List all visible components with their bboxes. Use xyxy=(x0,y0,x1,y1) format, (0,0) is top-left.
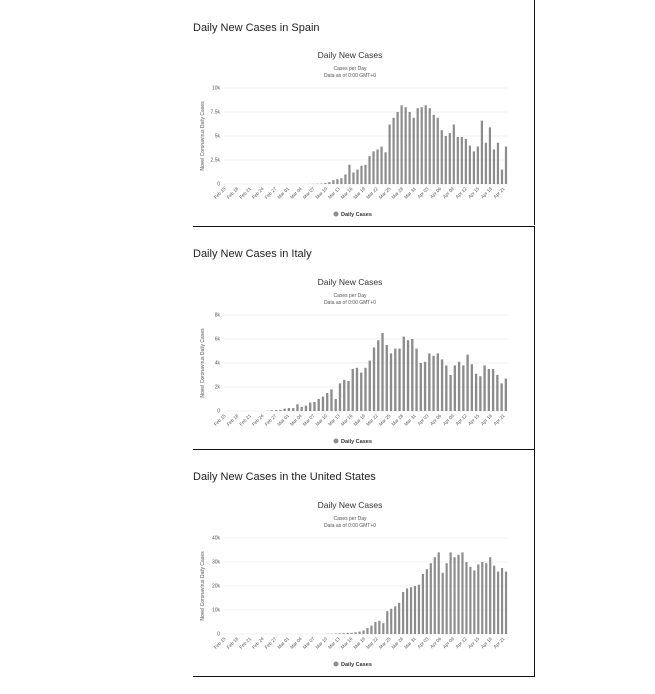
bar xyxy=(453,557,455,634)
bar xyxy=(501,568,503,634)
bar xyxy=(324,183,326,184)
y-tick-label: 4k xyxy=(214,360,220,367)
bar xyxy=(415,349,417,411)
bar xyxy=(343,380,345,411)
legend-label: Daily Cases xyxy=(341,439,372,445)
bar xyxy=(339,383,341,411)
bar xyxy=(388,124,390,184)
x-tick-label: Apr 03 xyxy=(416,413,430,427)
y-tick-label: 10k xyxy=(211,607,220,614)
y-tick-label: 20k xyxy=(211,583,220,590)
x-tick-label: Apr 12 xyxy=(454,636,468,650)
bar xyxy=(481,562,483,634)
x-tick-label: Apr 18 xyxy=(479,186,494,200)
y-tick-label: 7.5k xyxy=(210,109,220,116)
chart-title: Daily New Cases xyxy=(317,50,383,60)
bar xyxy=(405,107,407,184)
bar xyxy=(497,572,499,634)
bar xyxy=(381,333,383,411)
chart-subtitle: Data as of 0:00 GMT+0 xyxy=(323,300,377,306)
bar xyxy=(397,112,399,184)
x-tick-label: Feb 15 xyxy=(213,636,227,650)
x-tick-label: Mar 28 xyxy=(390,413,405,427)
bar xyxy=(360,166,362,184)
y-axis-label: Novel Coronavirus Daily Cases xyxy=(200,551,206,621)
x-tick-label: Apr 03 xyxy=(416,186,430,200)
chart-panel-italy xyxy=(193,226,535,449)
bar xyxy=(422,574,424,634)
x-tick-label: Mar 22 xyxy=(365,636,379,650)
bar xyxy=(461,137,463,184)
bar xyxy=(402,592,404,634)
bar xyxy=(473,570,475,634)
bar xyxy=(432,356,434,411)
bar xyxy=(332,180,334,184)
bar xyxy=(406,588,408,634)
chart-panel-united-states xyxy=(193,449,535,677)
bar xyxy=(450,552,452,634)
bar xyxy=(413,118,415,184)
bar xyxy=(392,118,394,184)
bar xyxy=(434,557,436,634)
legend-marker xyxy=(334,212,339,217)
chart-united-states xyxy=(193,492,534,672)
x-tick-label: Mar 16 xyxy=(339,636,354,650)
x-tick-label: Mar 25 xyxy=(377,636,392,650)
bar xyxy=(505,379,507,411)
bar xyxy=(457,555,459,634)
bar xyxy=(489,557,491,634)
bar xyxy=(497,143,499,184)
bar xyxy=(424,362,426,411)
bar xyxy=(384,152,386,184)
x-tick-label: Mar 16 xyxy=(339,186,354,200)
chart-title: Daily New Cases xyxy=(317,277,383,287)
bar xyxy=(343,633,345,634)
bar xyxy=(275,410,277,411)
x-tick-label: Apr 21 xyxy=(492,413,506,427)
x-tick-label: Apr 18 xyxy=(479,413,494,427)
bar xyxy=(335,399,337,411)
bar xyxy=(401,105,403,184)
bar xyxy=(445,136,447,184)
x-tick-label: Mar 07 xyxy=(301,186,316,200)
x-tick-label: Apr 15 xyxy=(467,413,481,427)
bar xyxy=(288,408,290,411)
bar xyxy=(417,108,419,184)
bar xyxy=(430,563,432,634)
bar xyxy=(313,402,315,411)
bar xyxy=(292,408,294,411)
x-tick-label: Apr 21 xyxy=(492,186,506,200)
y-tick-label: 0 xyxy=(217,181,220,188)
x-tick-label: Mar 25 xyxy=(377,413,392,427)
x-tick-label: Mar 07 xyxy=(301,636,316,650)
bar xyxy=(364,165,366,184)
x-tick-label: Mar 04 xyxy=(289,413,303,427)
bar xyxy=(366,628,368,634)
bar xyxy=(336,179,338,184)
x-tick-label: Mar 31 xyxy=(403,636,417,650)
bar xyxy=(433,115,435,184)
bar xyxy=(394,349,396,411)
bar xyxy=(409,112,411,184)
x-tick-label: Mar 01 xyxy=(276,636,291,650)
bar xyxy=(473,151,475,184)
x-tick-label: Mar 01 xyxy=(276,413,291,427)
chart-subtitle: Cases per Day xyxy=(333,516,367,522)
x-tick-label: Mar 16 xyxy=(339,413,354,427)
bar xyxy=(326,393,328,411)
x-tick-label: Mar 07 xyxy=(301,413,316,427)
bar xyxy=(469,567,471,634)
bar xyxy=(364,368,366,411)
bar xyxy=(398,349,400,411)
bar xyxy=(442,573,444,634)
bar xyxy=(488,369,490,411)
bar xyxy=(301,407,303,411)
bar xyxy=(318,399,320,411)
bar xyxy=(505,147,507,184)
x-tick-label: Mar 13 xyxy=(327,413,341,427)
bar xyxy=(347,633,349,634)
bar xyxy=(429,108,431,184)
bar xyxy=(453,124,455,184)
x-tick-label: Feb 27 xyxy=(263,186,278,200)
chart-subtitle: Data as of 0:00 GMT+0 xyxy=(323,523,377,529)
x-tick-label: Feb 24 xyxy=(251,413,265,427)
x-tick-label: Apr 21 xyxy=(492,636,506,650)
bar xyxy=(477,147,479,184)
y-axis-label: Novel Coronavirus Daily Cases xyxy=(200,101,206,171)
bar xyxy=(378,621,380,634)
bar xyxy=(394,606,396,634)
bar xyxy=(457,137,459,184)
x-tick-label: Mar 04 xyxy=(289,186,303,200)
bar xyxy=(418,585,420,634)
x-tick-label: Mar 22 xyxy=(365,413,379,427)
x-tick-label: Mar 10 xyxy=(314,413,329,427)
bar xyxy=(410,587,412,634)
bar xyxy=(465,562,467,634)
bar xyxy=(458,362,460,411)
bar xyxy=(505,572,507,634)
legend-label: Daily Cases xyxy=(341,662,372,668)
y-axis-label: Novel Coronavirus Daily Cases xyxy=(200,328,206,398)
bar xyxy=(386,345,388,411)
x-tick-label: Apr 06 xyxy=(429,636,443,650)
y-tick-label: 6k xyxy=(214,336,220,343)
x-tick-label: Feb 15 xyxy=(213,186,227,200)
bar xyxy=(390,609,392,634)
bar xyxy=(374,622,376,634)
bar xyxy=(347,381,349,411)
x-tick-label: Mar 10 xyxy=(314,636,329,650)
x-tick-label: Apr 06 xyxy=(429,186,443,200)
bar xyxy=(500,383,502,411)
bar xyxy=(426,569,428,634)
x-tick-label: Feb 21 xyxy=(238,186,253,200)
panel-title: Daily New Cases in Spain xyxy=(193,22,320,34)
bar xyxy=(356,368,358,411)
x-tick-label: Feb 18 xyxy=(225,413,240,427)
bar xyxy=(466,355,468,411)
bar xyxy=(351,633,353,634)
bar xyxy=(441,130,443,184)
x-tick-label: Mar 13 xyxy=(327,186,341,200)
x-tick-label: Mar 10 xyxy=(314,186,329,200)
x-tick-label: Mar 31 xyxy=(403,186,417,200)
bar xyxy=(348,165,350,184)
y-tick-label: 2k xyxy=(214,384,220,391)
bar xyxy=(377,340,379,411)
chart-panel-spain xyxy=(193,0,535,225)
bar xyxy=(407,340,409,411)
bar xyxy=(493,566,495,634)
bar xyxy=(330,389,332,411)
bar xyxy=(465,139,467,184)
legend-marker xyxy=(334,439,339,444)
bar xyxy=(437,353,439,411)
x-tick-label: Mar 04 xyxy=(289,636,303,650)
bar xyxy=(271,410,273,411)
bar xyxy=(340,178,342,184)
bar xyxy=(369,361,371,411)
bar xyxy=(489,127,491,184)
bar xyxy=(328,182,330,184)
bar xyxy=(485,563,487,634)
x-tick-label: Feb 18 xyxy=(225,186,240,200)
bar xyxy=(368,156,370,184)
legend-label: Daily Cases xyxy=(341,212,372,218)
x-tick-label: Feb 21 xyxy=(238,636,253,650)
x-tick-label: Apr 06 xyxy=(429,413,443,427)
bar xyxy=(446,563,448,634)
x-tick-label: Mar 31 xyxy=(403,413,417,427)
bar xyxy=(284,409,286,411)
bar xyxy=(481,121,483,184)
bar xyxy=(352,369,354,411)
y-tick-label: 40k xyxy=(211,535,220,542)
y-tick-label: 2.5k xyxy=(210,157,220,164)
bar xyxy=(362,630,364,634)
bar xyxy=(438,552,440,634)
chart-subtitle: Data as of 0:00 GMT+0 xyxy=(323,73,377,79)
bar xyxy=(309,403,311,411)
bar xyxy=(477,564,479,634)
bar xyxy=(403,337,405,411)
bar xyxy=(441,359,443,411)
x-tick-label: Apr 12 xyxy=(454,413,468,427)
bar xyxy=(386,611,388,634)
x-tick-label: Mar 25 xyxy=(377,186,392,200)
x-tick-label: Mar 19 xyxy=(352,636,367,650)
x-tick-label: Mar 22 xyxy=(365,186,379,200)
x-tick-label: Feb 27 xyxy=(263,636,278,650)
x-tick-label: Apr 09 xyxy=(441,186,456,200)
bar xyxy=(421,107,423,184)
x-tick-label: Mar 01 xyxy=(276,186,291,200)
y-tick-label: 0 xyxy=(217,631,220,638)
panel-title: Daily New Cases in Italy xyxy=(193,248,312,260)
x-tick-label: Apr 09 xyxy=(441,636,456,650)
bar xyxy=(372,151,374,184)
bar xyxy=(390,353,392,411)
bar xyxy=(305,406,307,411)
bar xyxy=(322,397,324,411)
bar xyxy=(449,133,451,184)
bar xyxy=(454,365,456,411)
panel-title: Daily New Cases in the United States xyxy=(193,471,376,483)
bar xyxy=(485,143,487,184)
bar xyxy=(493,149,495,184)
x-tick-label: Feb 27 xyxy=(263,413,278,427)
y-tick-label: 0 xyxy=(217,408,220,415)
bar xyxy=(398,603,400,634)
bar xyxy=(360,373,362,411)
bar xyxy=(449,375,451,411)
bar xyxy=(411,339,413,411)
bar xyxy=(437,118,439,184)
bar xyxy=(461,552,463,634)
bar xyxy=(279,410,281,411)
x-tick-label: Feb 24 xyxy=(251,186,265,200)
chart-italy xyxy=(193,269,534,449)
chart-title: Daily New Cases xyxy=(317,500,383,510)
bar xyxy=(356,170,358,184)
bar xyxy=(376,149,378,184)
chart-subtitle: Cases per Day xyxy=(333,293,367,299)
bar xyxy=(496,375,498,411)
bar xyxy=(344,174,346,184)
bar xyxy=(380,147,382,184)
x-tick-label: Mar 28 xyxy=(390,186,405,200)
bar xyxy=(475,374,477,411)
chart-subtitle: Cases per Day xyxy=(333,66,367,72)
bar xyxy=(425,105,427,184)
x-tick-label: Feb 18 xyxy=(225,636,240,650)
bar xyxy=(483,365,485,411)
y-tick-label: 10k xyxy=(211,85,220,92)
bar xyxy=(352,172,354,184)
x-tick-label: Mar 19 xyxy=(352,186,367,200)
x-tick-label: Apr 12 xyxy=(454,186,468,200)
x-tick-label: Mar 13 xyxy=(327,636,341,650)
bar xyxy=(296,404,298,411)
y-tick-label: 8k xyxy=(214,312,220,319)
bar xyxy=(501,170,503,184)
x-tick-label: Feb 21 xyxy=(238,413,253,427)
bar xyxy=(428,353,430,411)
x-tick-label: Apr 03 xyxy=(416,636,430,650)
x-tick-label: Mar 28 xyxy=(390,636,405,650)
bar xyxy=(382,623,384,634)
y-tick-label: 30k xyxy=(211,559,220,566)
bar xyxy=(445,365,447,411)
bar xyxy=(492,369,494,411)
bar xyxy=(355,632,357,634)
bar xyxy=(373,347,375,411)
x-tick-label: Feb 24 xyxy=(251,636,265,650)
x-tick-label: Feb 15 xyxy=(213,413,227,427)
x-tick-label: Apr 15 xyxy=(467,636,481,650)
bar xyxy=(358,632,360,634)
bar xyxy=(420,363,422,411)
bar xyxy=(414,586,416,634)
x-tick-label: Apr 09 xyxy=(441,413,456,427)
x-tick-label: Apr 15 xyxy=(467,186,481,200)
bar xyxy=(339,633,341,634)
bar xyxy=(471,364,473,411)
y-tick-label: 5k xyxy=(214,133,220,140)
bar xyxy=(469,146,471,184)
bar xyxy=(479,376,481,411)
x-tick-label: Mar 19 xyxy=(352,413,367,427)
chart-spain xyxy=(193,42,534,222)
x-tick-label: Apr 18 xyxy=(479,636,494,650)
bar xyxy=(370,626,372,634)
legend-marker xyxy=(334,662,339,667)
bar xyxy=(462,365,464,411)
